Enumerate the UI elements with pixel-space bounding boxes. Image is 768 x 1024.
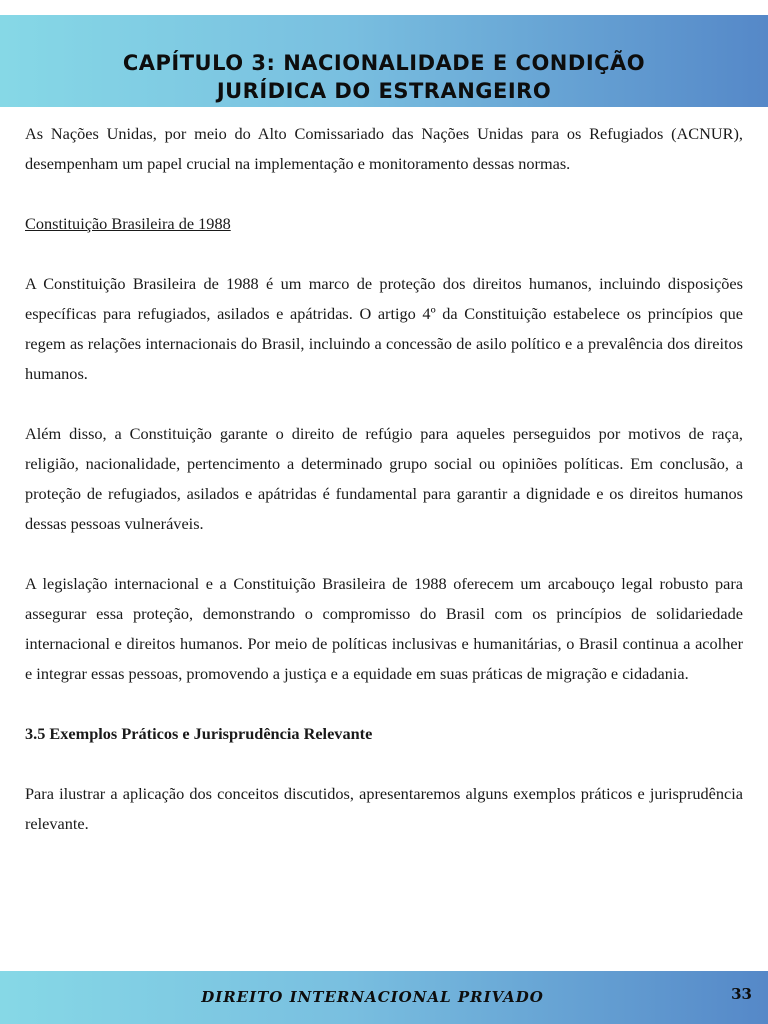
page-footer-banner <box>0 971 768 1024</box>
paragraph-exemplos: Para ilustrar a aplicação dos conceitos discutidos, apresentaremos alguns exemplos práticos e jurisprudência relevante. <box>25 784 743 833</box>
section-heading-3-5: 3.5 Exemplos Práticos e Jurisprudência Relevante <box>25 724 373 743</box>
paragraph-constituicao-marco: A Constituição Brasileira de 1988 é um marco de proteção dos direitos humanos, incluindo disposições específicas para refugiados, asilados e apátridas. O artigo 4º da Constituição estabelece os princípios que regem as relações internacionais do Brasil, incluindo a concessão de asilo político e a prevalência dos direitos humanos. <box>25 274 743 383</box>
chapter-header-banner <box>0 15 768 107</box>
footer-book-title: DIREITO INTERNACIONAL PRIVADO <box>201 988 544 1006</box>
paragraph-acnur: As Nações Unidas, por meio do Alto Comissariado das Nações Unidas para os Refugiados (ACNUR), desempenham um papel crucial na implementação e monitoramento dessas normas. <box>25 124 743 173</box>
page-body <box>25 119 743 839</box>
chapter-title <box>0 49 768 105</box>
chapter-title-line-2: JURÍDICA DO ESTRANGEIRO <box>216 79 552 103</box>
page-number: 33 <box>731 985 752 1003</box>
paragraph-direito-refugio: Além disso, a Constituição garante o direito de refúgio para aqueles perseguidos por motivos de raça, religião, nacionalidade, pertencimento a determinado grupo social ou opiniões políticas. Em conclusão, a proteção de refugiados, asilados e apátridas é fundamental para garantir a dignidade e os direitos humanos dessas pessoas vulneráveis. <box>25 424 743 533</box>
chapter-title-line-1: CAPÍTULO 3: NACIONALIDADE E CONDIÇÃO <box>122 51 646 75</box>
paragraph-legislacao-internacional: A legislação internacional e a Constituição Brasileira de 1988 oferecem um arcabouço legal robusto para assegurar essa proteção, demonstrando o compromisso do Brasil com os princípios de solidariedade internacional e direitos humanos. Por meio de políticas inclusivas e humanitárias, o Brasil continua a acolher e integrar essas pessoas, promovendo a justiça e a equidade em suas práticas de migração e cidadania. <box>25 574 743 683</box>
subheading-constituicao: Constituição Brasileira de 1988 <box>25 214 231 233</box>
